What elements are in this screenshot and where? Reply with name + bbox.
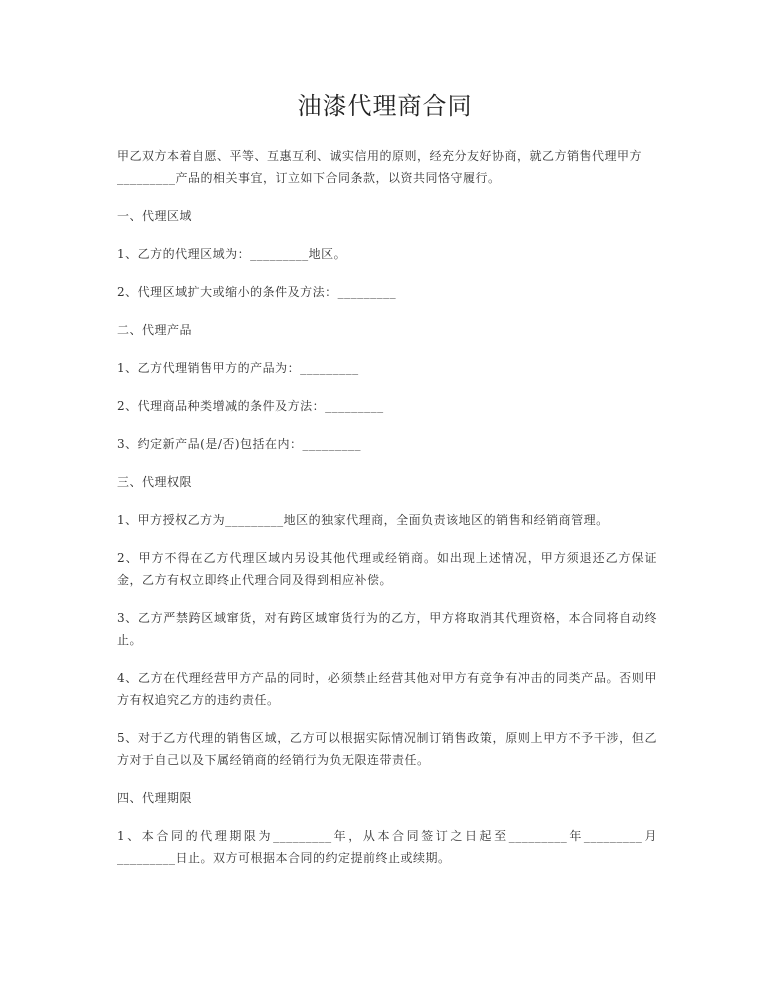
section-heading-term: 四、代理期限 [117,791,193,805]
clause-authority-4: 4、乙方在代理经营甲方产品的同时，必须禁止经营其他对甲方有竞争有冲击的同类产品。否则甲方有权追究乙方的违约责任。 [117,671,657,707]
clause-region-2: 2、代理区域扩大或缩小的条件及方法：_________ [117,285,397,299]
section-heading-products: 二、代理产品 [117,323,193,337]
clause-authority-1: 1、甲方授权乙方为_________地区的独家代理商，全面负责该地区的销售和经销商管理。 [117,513,609,527]
clause-authority-3: 3、乙方严禁跨区域窜货，对有跨区域窜货行为的乙方，甲方将取消其代理资格，本合同将自动终止。 [117,611,657,647]
clause-region-1: 1、乙方的代理区域为：_________地区。 [117,247,347,261]
document-body [117,145,657,885]
clause-authority-2: 2、甲方不得在乙方代理区域内另设其他代理或经销商。如出现上述情况，甲方须退还乙方保证金，乙方有权立即终止代理合同及得到相应补偿。 [117,551,657,587]
section-heading-region: 一、代理区域 [117,209,193,223]
clause-products-3: 3、约定新产品(是/否)包括在内：_________ [117,437,362,451]
clause-authority-5: 5、对于乙方代理的销售区域，乙方可以根据实际情况制订销售政策，原则上甲方不予干涉，但乙方对于自己以及下属经销商的经销行为负无限连带责任。 [117,731,657,767]
section-heading-authority: 三、代理权限 [117,475,193,489]
document-title: 油漆代理商合同 [297,92,473,120]
clause-products-1: 1、乙方代理销售甲方的产品为：_________ [117,361,359,375]
paragraph-intro: 甲乙双方本着自愿、平等、互惠互利、诚实信用的原则，经充分友好协商，就乙方销售代理甲方_________产品的相关事宜，订立如下合同条款，以资共同恪守履行。 [117,149,643,185]
clause-term-1: 1、本合同的代理期限为_________年，从本合同签订之日起至_________年_________月_________日止。双方可根据本合同的约定提前终止或续期。 [117,829,657,865]
clause-products-2: 2、代理商品种类增减的条件及方法：_________ [117,399,384,413]
